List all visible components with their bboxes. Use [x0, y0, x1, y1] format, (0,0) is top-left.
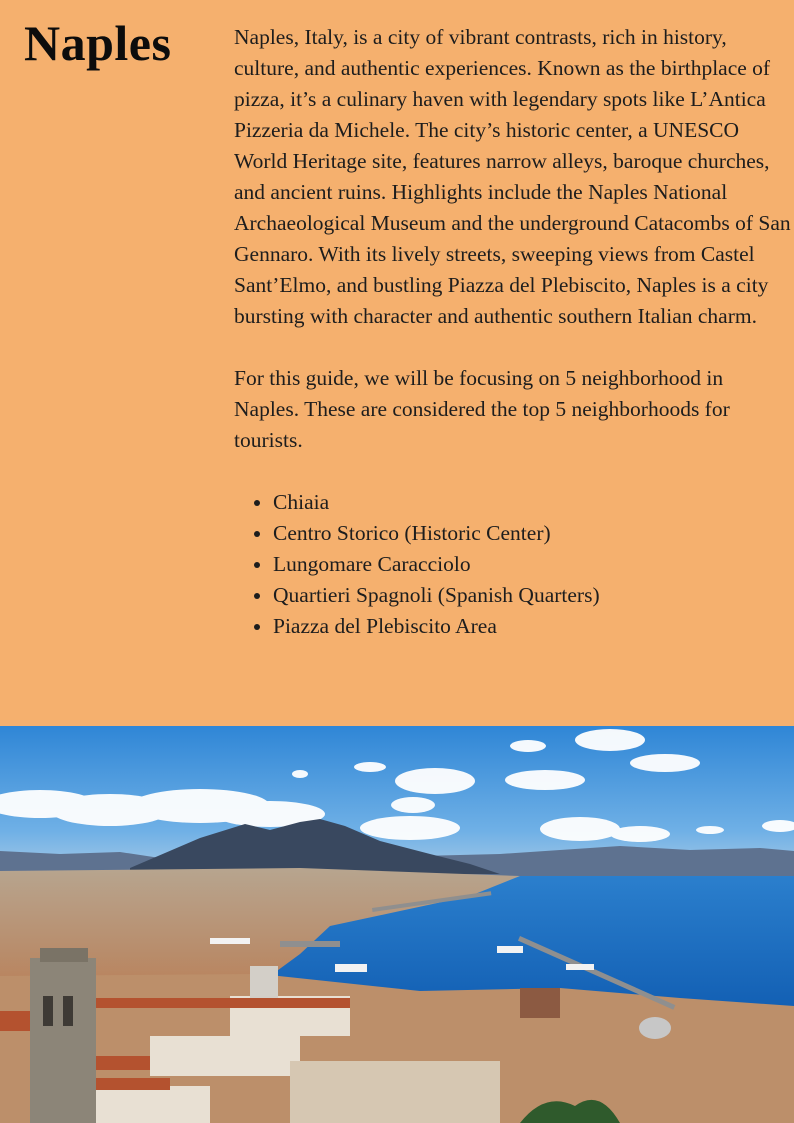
dome [639, 1017, 671, 1039]
list-item: • Piazza del Plebiscito Area [273, 611, 792, 642]
bell-tower [30, 948, 96, 1123]
body-text [234, 22, 792, 642]
page-title: Naples [24, 15, 172, 71]
list-item: • Centro Storico (Historic Center) [273, 518, 792, 549]
list-item: • Lungomare Caracciolo [273, 549, 792, 580]
list-item: • Quartieri Spagnoli (Spanish Quarters) [273, 580, 792, 611]
intro-paragraph: Naples, Italy, is a city of vibrant contrasts, rich in history, culture, and authentic experiences. Known as the birthplace of pizza, it’s a culinary haven with legendary spots like L’Antica Pizzeria da Michele. The city’s historic center, a UNESCO World Heritage site, features narrow alleys, baroque churches, and ancient ruins. Highlights include the Naples National Archaeological Museum and the underground Catacombs of San Gennaro. With its lively streets, sweeping views from Castel Sant’Elmo, and bustling Piazza del Plebiscito, Naples is a city bursting with character and authentic southern Italian charm. [234, 25, 791, 328]
guide-note-paragraph: For this guide, we will be focusing on 5 neighborhood in Naples. These are considered the top 5 neighborhoods for tourists. [234, 366, 730, 452]
neighborhood-list [234, 487, 792, 642]
list-item: • Chiaia [273, 487, 792, 518]
naples-panorama-photo [0, 726, 794, 1123]
